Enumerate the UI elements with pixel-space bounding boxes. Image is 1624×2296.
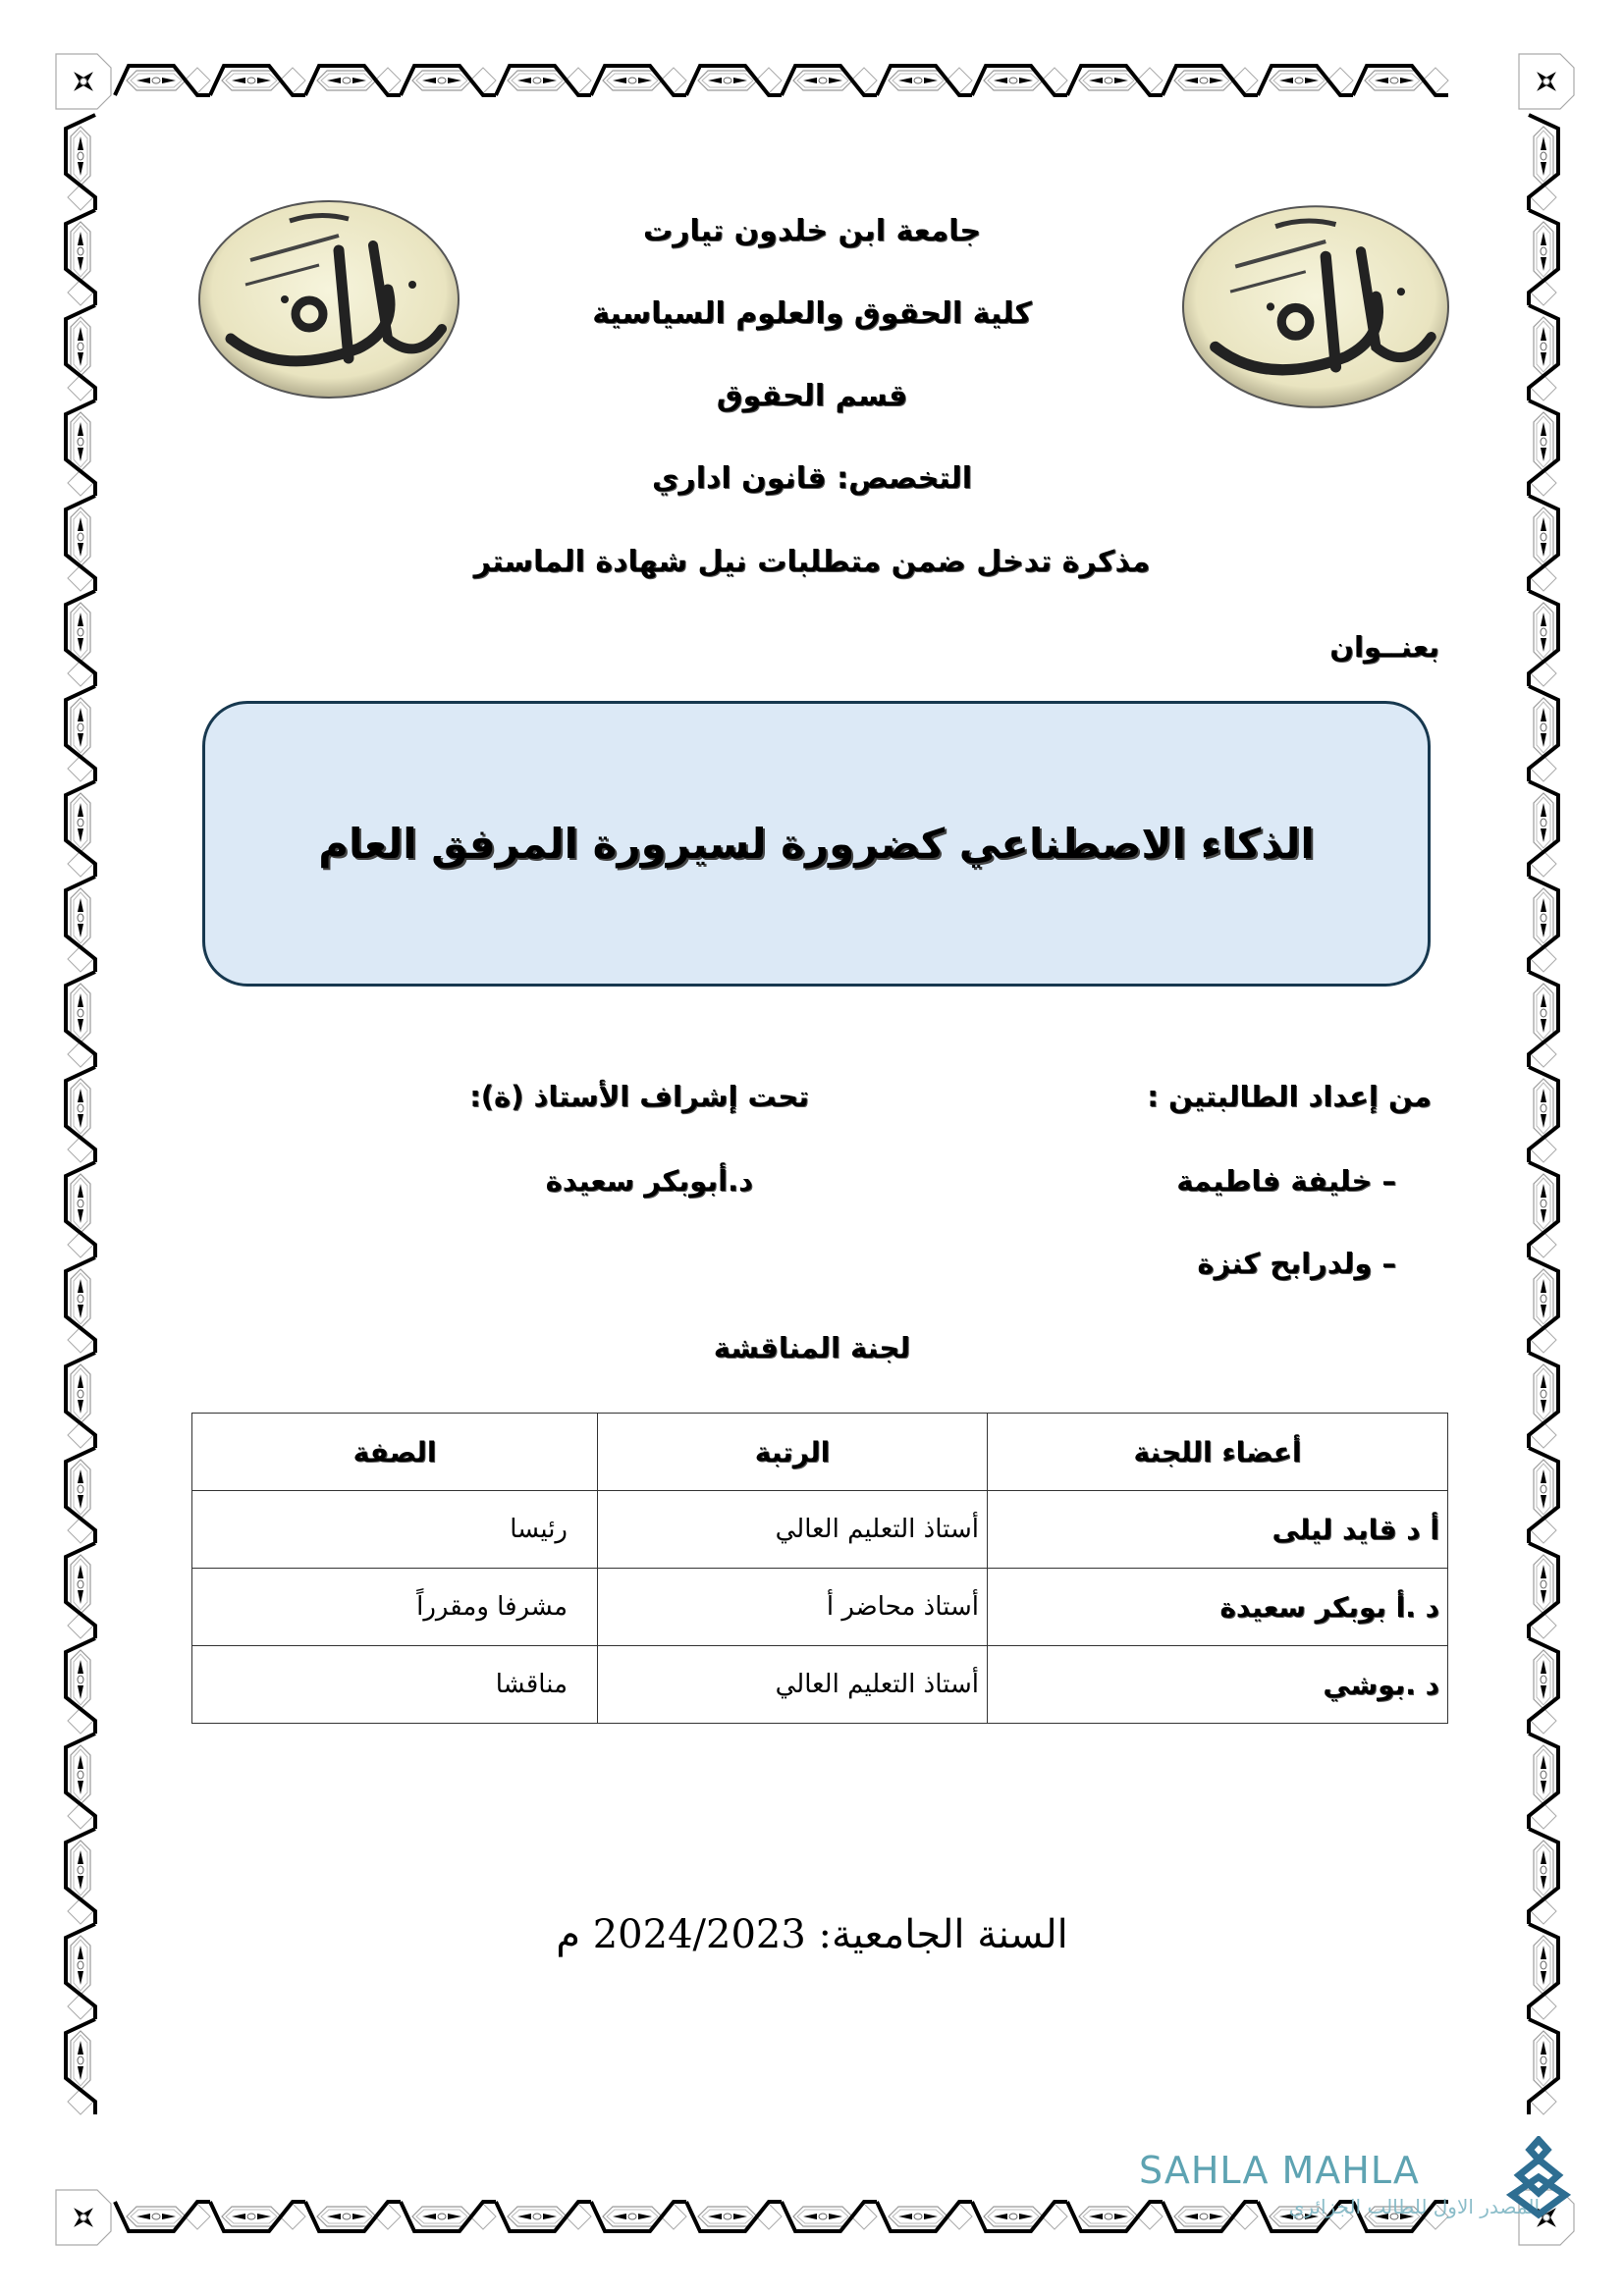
university-name: جامعة ابن خلدون تيارت (642, 214, 982, 248)
faculty-name: كلية الحقوق والعلوم السياسية (592, 296, 1032, 331)
jury-member: د .أ بوبكر سعيدة (988, 1569, 1448, 1646)
jury-rank: أستاذ محاضر أ (598, 1569, 988, 1646)
table-row (192, 1646, 1448, 1724)
column-header-member: أعضاء اللجنة (988, 1414, 1448, 1491)
jury-role: مشرفا ومقرراً (192, 1569, 598, 1646)
under-title-label: بعنــوان (1329, 630, 1439, 664)
jury-heading: لجنة المناقشة (713, 1331, 911, 1364)
watermark-subtitle: المصدر الاول للطالب الجزائري (1288, 2195, 1540, 2218)
jury-role: رئيسا (192, 1491, 598, 1569)
column-header-role: الصفة (192, 1414, 598, 1491)
thesis-title-box (202, 701, 1431, 987)
specialization: التخصص: قانون اداري (651, 461, 973, 496)
jury-member: أ د قايد ليلى (988, 1491, 1448, 1569)
jury-table (191, 1413, 1448, 1724)
jury-table-header (192, 1414, 1448, 1491)
column-header-rank: الرتبة (598, 1414, 988, 1491)
supervisor-label: تحت إشراف الأستاذ (ة): (469, 1080, 809, 1113)
academic-year-value: 2024/2023 (592, 1912, 806, 1957)
table-row (192, 1491, 1448, 1569)
supervisor-name: د.أبوبكر سعيدة (545, 1164, 753, 1198)
thesis-purpose: مذكرة تدخل ضمن متطلبات نيل شهادة الماستر (473, 545, 1151, 579)
academic-year (0, 1912, 1624, 1957)
academic-year-suffix: م (556, 1912, 580, 1957)
jury-role: مناقشا (192, 1646, 598, 1724)
author-name-1: – خليفة فاطيمة (1176, 1164, 1396, 1198)
jury-member: د .بوشي (988, 1646, 1448, 1724)
academic-year-label: السنة الجامعية: (818, 1912, 1068, 1957)
authors-label: من إعداد الطالبتين : (1147, 1080, 1432, 1113)
author-name-2: – ولدرابح كنزة (1197, 1247, 1396, 1280)
department-name: قسم الحقوق (716, 379, 908, 413)
watermark-title: SAHLA MAHLA (1139, 2149, 1420, 2192)
sahla-mahla-logo-icon (1504, 2136, 1573, 2224)
jury-rank: أستاذ التعليم العالي (598, 1491, 988, 1569)
thesis-title: الذكاء الاصطناعي كضرورة لسيرورة المرفق العام (318, 820, 1315, 868)
jury-rank: أستاذ التعليم العالي (598, 1646, 988, 1724)
table-row (192, 1569, 1448, 1646)
